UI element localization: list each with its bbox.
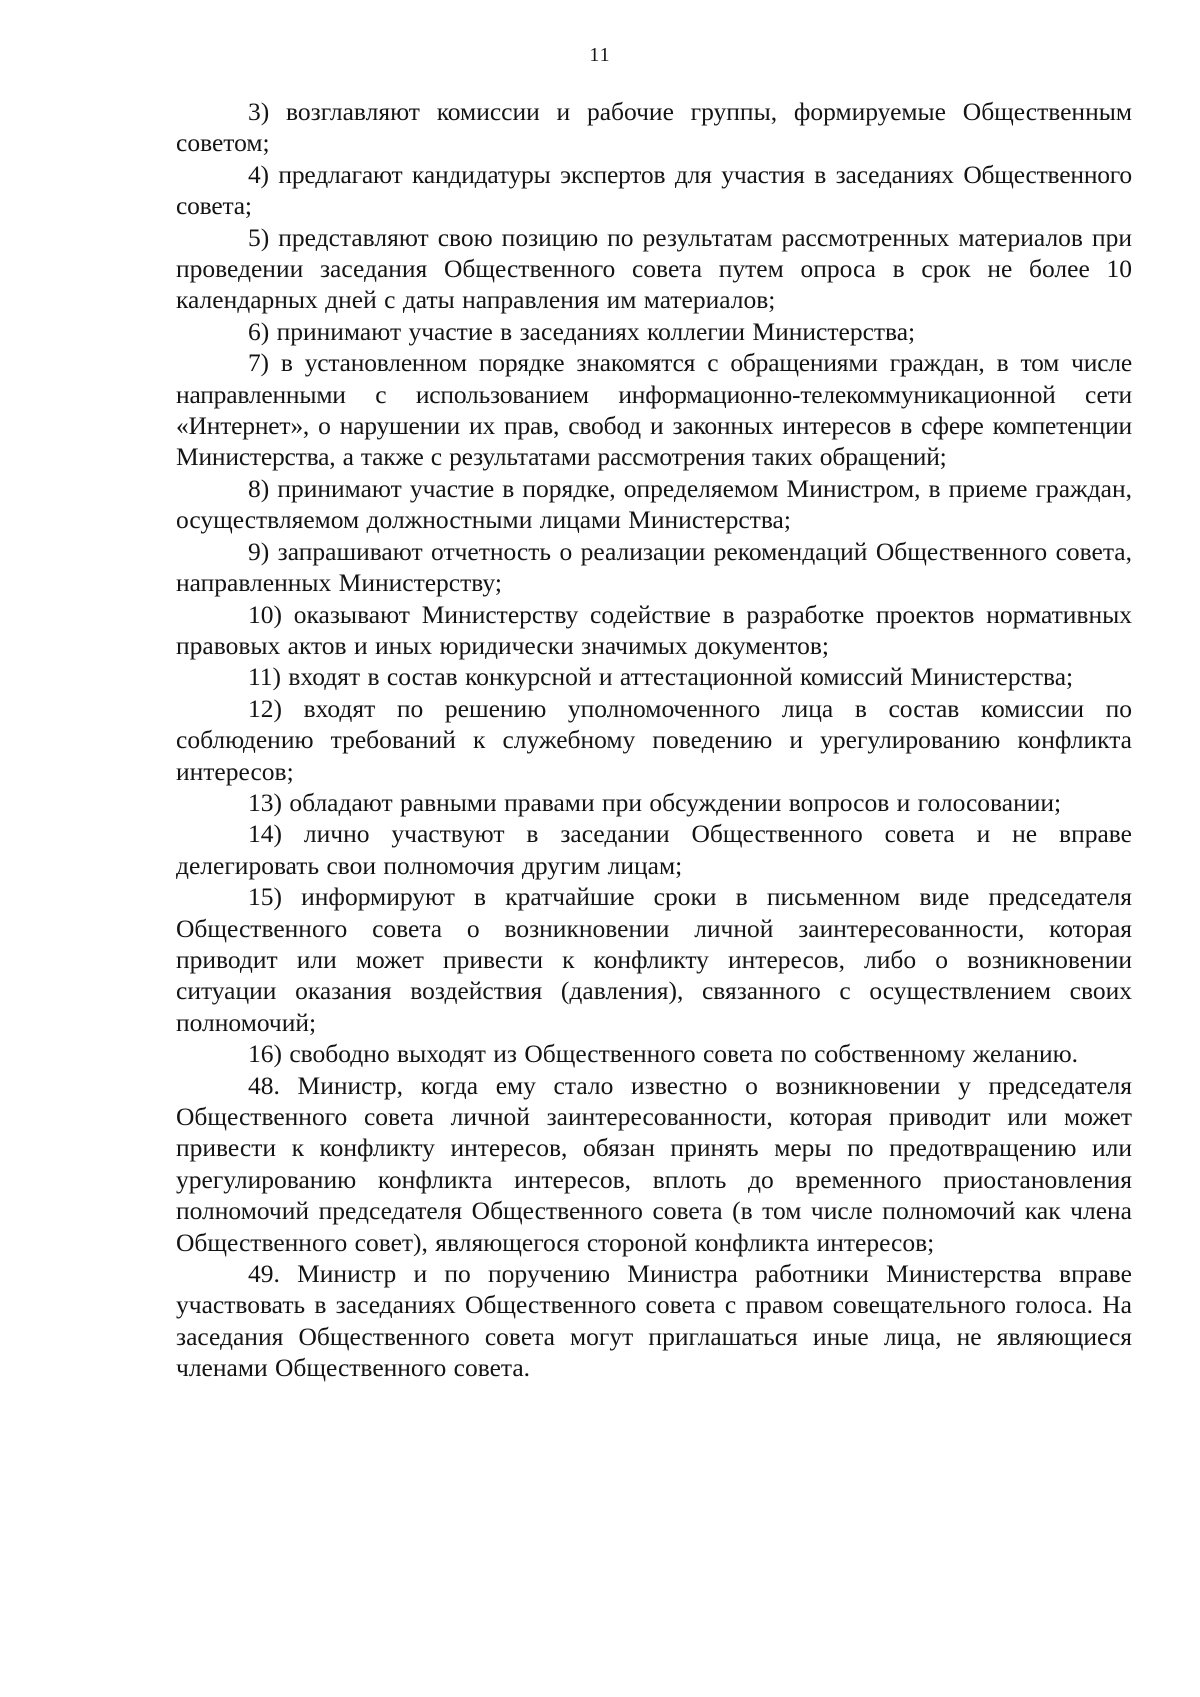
list-item-7: 7) в установленном порядке знакомятся с обращениями граждан, в том числе направленными с использованием информационно-телекоммуникационной сети «Интернет», о нарушении их прав, свобод и законных интересов в сфере компетенции Министерства, а также с результатами рассмотрения таких обращений;: [176, 348, 1132, 472]
list-item-4: 4) предлагают кандидатуры экспертов для участия в заседаниях Общественного совета;: [176, 159, 1132, 221]
page-number: 11: [589, 44, 611, 66]
list-item-5: 5) представляют свою позицию по результатам рассмотренных материалов при проведении заседания Общественного совета путем опроса в срок не более 10 календарных дней с даты направления им материалов;: [176, 222, 1132, 315]
list-item-11: 11) входят в состав конкурсной и аттестационной комиссий Министерства;: [248, 662, 1074, 692]
list-item-15: 15) информируют в кратчайшие сроки в письменном виде председателя Общественного совета о возникновении личной заинтересованности, которая приводит или может привести к конфликту интересов, либо о возникновении ситуации оказания воздействия (давления), связанного с осуществлением своих полномочий;: [176, 882, 1132, 1037]
list-item-14: 14) лично участвуют в заседании Общественного совета и не вправе делегировать свои полномочия другим лицам;: [176, 819, 1132, 880]
list-item-12: 12) входят по решению уполномоченного лица в состав комиссии по соблюдению требований к служебному поведению и урегулированию конфликта интересов;: [176, 693, 1132, 786]
clause-49: 49. Министр и по поручению Министра работники Министерства вправе участвовать в заседаниях Общественного совета с правом совещательного голоса. На заседания Общественного совета могут приглашаться иные лица, не являющиеся членами Общественного совета.: [176, 1259, 1132, 1383]
list-item-6: 6) принимают участие в заседаниях коллегии Министерства;: [248, 316, 916, 346]
list-item-3: 3) возглавляют комиссии и рабочие группы, формируемые Общественным советом;: [176, 97, 1132, 158]
list-item-13: 13) обладают равными правами при обсуждении вопросов и голосовании;: [248, 787, 1062, 817]
list-item-9: 9) запрашивают отчетность о реализации рекомендаций Общественного совета, направленных Министерству;: [176, 536, 1132, 598]
list-item-16: 16) свободно выходят из Общественного совета по собственному желанию.: [248, 1039, 1079, 1069]
document-body: [176, 96, 1132, 1384]
list-item-8: 8) принимают участие в порядке, определяемом Министром, в приеме граждан, осуществляемом должностными лицами Министерства;: [176, 473, 1132, 535]
list-item-10: 10) оказывают Министерству содействие в разработке проектов нормативных правовых актов и иных юридически значимых документов;: [176, 599, 1132, 660]
clause-48: 48. Министр, когда ему стало известно о возникновении у председателя Общественного совета личной заинтересованности, которая приводит или может привести к конфликту интересов, обязан принять меры по предотвращению или урегулированию конфликта интересов, вплоть до временного приостановления полномочий председателя Общественного совета (в том числе полномочий как члена Общественного совет), являющегося стороной конфликта интересов;: [176, 1070, 1132, 1257]
